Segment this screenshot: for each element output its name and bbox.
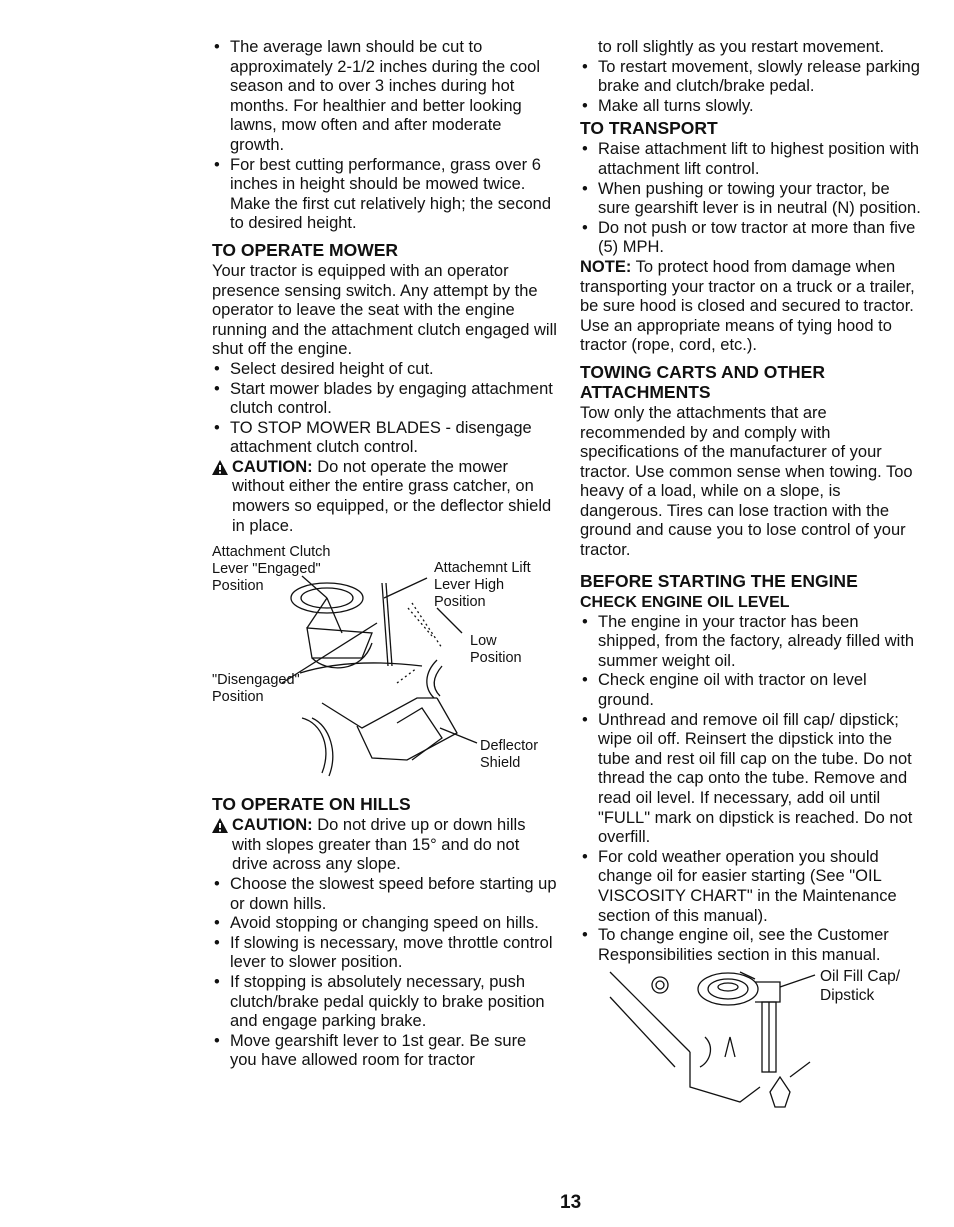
list-item: • If slowing is necessary, move throttle control lever to slower position. [212,934,557,973]
towing-heading: TOWING CARTS AND OTHER ATTACHMENTS [580,361,825,402]
list-item: • When pushing or towing your tractor, be sure gearshift lever is in neutral (N) position. [580,180,925,219]
caution-label: CAUTION: [232,816,313,835]
mower-paragraph: Your tractor is equipped with an operator presence sensing switch. Any attempt by the operator to leave the seat with the engine running and the attachment clutch engaged will shut off the engine. [212,261,557,359]
right-column [580,38,925,1112]
list-item: • Choose the slowest speed before starting up or down hills. [212,875,557,914]
continued-bullets [580,58,925,117]
label-oil-fill-cap: Oil Fill Cap/ Dipstick [820,968,901,1005]
label-clutch-engaged: Attachment Clutch Lever "Engaged" Position [212,544,331,595]
list-item: • Check engine oil with tractor on level ground. [580,671,925,710]
list-item: • The average lawn should be cut to approximately 2-1/2 inches during the cool season and to over 3 inches during hot months. For healthier and better looking lawns, mow often and after moderate growth. [212,38,557,156]
mower-bullets [212,360,557,458]
hills-bullets [212,875,557,1071]
list-item: • To restart movement, slowly release parking brake and clutch/brake pedal. [580,58,925,97]
list-item: • Avoid stopping or changing speed on hills. [212,914,557,934]
caution-text: Do not operate the mower without either the entire grass catcher, on mowers so equipped, or the deflector shield in place. [232,457,552,535]
list-item: • Raise attachment lift to highest position with attachment lift control. [580,140,925,179]
towing-paragraph: Tow only the attachments that are recommended by and comply with specifications of the manufacturer of your tractor. Use common sense when towing. Too heavy of a load, while on a slope, is dangerous. Tires can lose traction with the ground and cause you to lose control of your tractor. [580,403,913,560]
caution-text: Do not drive up or down hills with slopes greater than 15° and do not drive across any slope. [232,816,526,874]
warning-triangle-icon [212,460,228,475]
list-item: • To change engine oil, see the Customer Responsibilities section in this manual. [580,926,925,965]
warning-triangle-icon [212,818,228,833]
mower-heading: TO OPERATE MOWER [212,239,399,260]
oil-bullets [580,613,925,966]
label-lift-high: Attachemnt Lift Lever High Position [434,560,531,611]
list-item: • For best cutting performance, grass over 6 inches in height should be mowed twice. Make the first cut relatively high; the second to desired height. [212,156,557,234]
list-item: • Unthread and remove oil fill cap/ dipstick; wipe oil off. Reinsert the dipstick into the tube and rest oil fill cap on the tube. Do not thread the cap onto the tube. Remove and read oil level. If necessary, add oil until "FULL" mark on dipstick is reached. Do not overfill. [580,711,925,848]
mower-caution [212,458,557,536]
list-item: • Make all turns slowly. [580,97,925,117]
list-item: • The engine in your tractor has been shipped, from the factory, already filled with summer weight oil. [580,613,925,672]
note-text: To protect hood from damage when transporting your tractor on a truck or a trailer, be sure hood is closed and secured to tractor. Use an appropriate means of tying hood to tractor (rope, cord, etc.). [580,257,915,355]
hills-caution [212,816,557,875]
continued-text: to roll slightly as you restart movement. [598,38,885,56]
label-disengaged: "Disengaged" Position [212,672,300,706]
hills-heading: TO OPERATE ON HILLS [212,794,411,815]
intro-bullets [212,38,557,234]
label-deflector-shield: Deflector Shield [480,738,539,772]
list-item: • For cold weather operation you should change oil for easier starting (See "OIL VISCOSITY CHART" in the Maintenance section of this manual). [580,848,925,926]
transport-heading: TO TRANSPORT [580,118,718,139]
engine-heading: BEFORE STARTING THE ENGINE [580,570,858,591]
label-low-position: Low Position [470,633,522,667]
list-item: • Do not push or tow tractor at more than five (5) MPH. [580,219,925,258]
transport-bullets [580,140,925,258]
caution-label: CAUTION: [232,457,313,476]
note-paragraph [580,258,925,356]
left-column [212,38,557,1071]
oil-fill-diagram [580,967,925,1112]
page-number: 13 [560,1192,582,1213]
list-item: • If stopping is absolutely necessary, push clutch/brake pedal quickly to brake position and engage parking brake. [212,973,557,1032]
note-label: NOTE: [580,257,632,276]
list-item: • TO STOP MOWER BLADES - disengage attachment clutch control. [212,419,557,458]
list-item: • Move gearshift lever to 1st gear. Be sure you have allowed room for tractor [212,1032,557,1071]
oil-subheading: CHECK ENGINE OIL LEVEL [580,593,790,611]
list-item: • Select desired height of cut. [212,360,557,380]
mower-diagram [212,544,557,780]
list-item: • Start mower blades by engaging attachment clutch control. [212,380,557,419]
